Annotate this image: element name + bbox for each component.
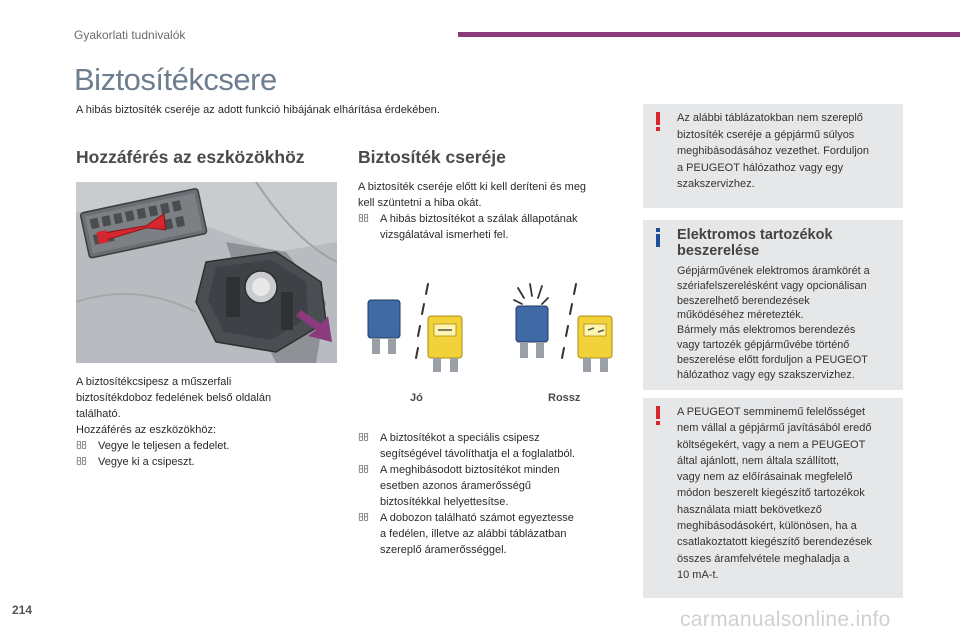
section-header: Gyakorlati tudnivalók	[74, 28, 186, 42]
bullet-mark	[76, 454, 92, 470]
step-line: biztosítékkal helyettesítse.	[380, 496, 509, 508]
info-title: Elektromos tartozékok beszerelése	[677, 227, 833, 259]
bullet-mark	[358, 510, 374, 526]
replace-intro-line: kell szüntetni a hiba okát.	[358, 197, 482, 209]
step-line: A meghibásodott biztosítékot minden	[358, 462, 626, 478]
page-number: 214	[12, 603, 33, 617]
step-line: a fedélen, illetve az alábbi táblázatban	[380, 528, 567, 540]
warning-exclamation-icon	[651, 404, 665, 426]
access-line: A biztosítékcsipesz a műszerfali	[76, 376, 232, 388]
warning-exclamation-icon	[651, 110, 665, 132]
step-line: A dobozon található számot egyeztesse	[358, 510, 626, 526]
good-fuse-blue	[368, 300, 400, 354]
fuse-comparison-illustration	[358, 278, 620, 378]
label-good: Jó	[410, 392, 423, 404]
info-note	[643, 220, 903, 390]
warning-1-text: Az alábbi táblázatokban nem szereplő biztosíték cseréje a gépjármű súlyos meghibásodásához vezethet. Forduljon a PEUGEOT hálózathoz vagy egy szakszervizhez.	[677, 112, 870, 190]
good-fuse-yellow	[428, 316, 462, 372]
warning-2-text: A PEUGEOT semminemű felelősséget nem vállal a gépjármű javításából eredő költségekért, vagy a nem a PEUGEOT által ajánlott, nem általa szállított, vagy nem az előírásainak megfelelő módon beszerelt kiegészítő tartozékok használata miatt bekövetkező meghibásodásokért, különösen, ha a csatlakoztatott kiegészítő berendezések összes áramfelvétele meghaladja a 10 mA-t.	[677, 406, 873, 581]
warning-note-2	[643, 398, 903, 598]
bad-fuse-blue	[516, 306, 548, 358]
fuse-box-illustration	[76, 182, 337, 363]
fuse-comparison-image	[358, 278, 620, 378]
access-line: Hozzáférés az eszközökhöz:	[76, 424, 217, 436]
access-line: található.	[76, 408, 121, 420]
access-bullet: Vegye le teljesen a fedelet.	[76, 438, 331, 454]
replace-heading: Biztosíték cseréje	[358, 147, 506, 167]
step-line: segítségével távolíthatja el a foglalatból.	[380, 448, 576, 460]
access-bullet: Vegye ki a csipeszt.	[76, 454, 331, 470]
replace-bullet-cont: vizsgálatával ismerheti fel.	[380, 229, 509, 241]
page-title: Biztosítékcsere	[74, 62, 277, 97]
bullet-mark	[76, 438, 92, 454]
replace-steps	[358, 430, 626, 558]
bad-fuse-yellow	[578, 316, 612, 372]
replace-intro	[358, 179, 620, 243]
step-line: esetben azonos áramerősségű	[380, 480, 532, 492]
intro-text: A hibás biztosíték cseréje az adott funkció hibájának elhárítása érdekében.	[76, 104, 440, 116]
step-line: A biztosítékot a speciális csipesz	[358, 430, 626, 446]
dashboard-fuse-cover-image	[76, 182, 337, 363]
header-accent-bar	[458, 32, 960, 37]
bullet-mark	[358, 462, 374, 478]
access-heading: Hozzáférés az eszközökhöz	[76, 147, 305, 167]
label-bad: Rossz	[548, 392, 581, 404]
replace-bullet: A hibás biztosítékot a szálak állapotának	[358, 211, 620, 227]
warning-note-1	[643, 104, 903, 208]
step-line: szereplő áramerősséggel.	[380, 544, 507, 556]
bullet-mark	[358, 430, 374, 446]
replace-intro-line: A biztosíték cseréje előtt ki kell deríteni és meg	[358, 181, 587, 193]
watermark: carmanualsonline.info	[680, 608, 891, 631]
info-icon	[651, 226, 665, 248]
access-text	[76, 374, 331, 470]
info-text: Gépjárművének elektromos áramkörét a szériafelszerelésként vagy opcionálisan beszerelhető berendezések működéséhez méretezték. Bármely más elektromos berendezés vagy tartozék gépjárművébe történő beszerelése előtt forduljon a PEUGEOT hálózathoz vagy egy szakszervizhez.	[677, 265, 870, 381]
bullet-mark	[358, 211, 374, 227]
access-line: biztosítékdoboz fedelének belső oldalán	[76, 392, 272, 404]
